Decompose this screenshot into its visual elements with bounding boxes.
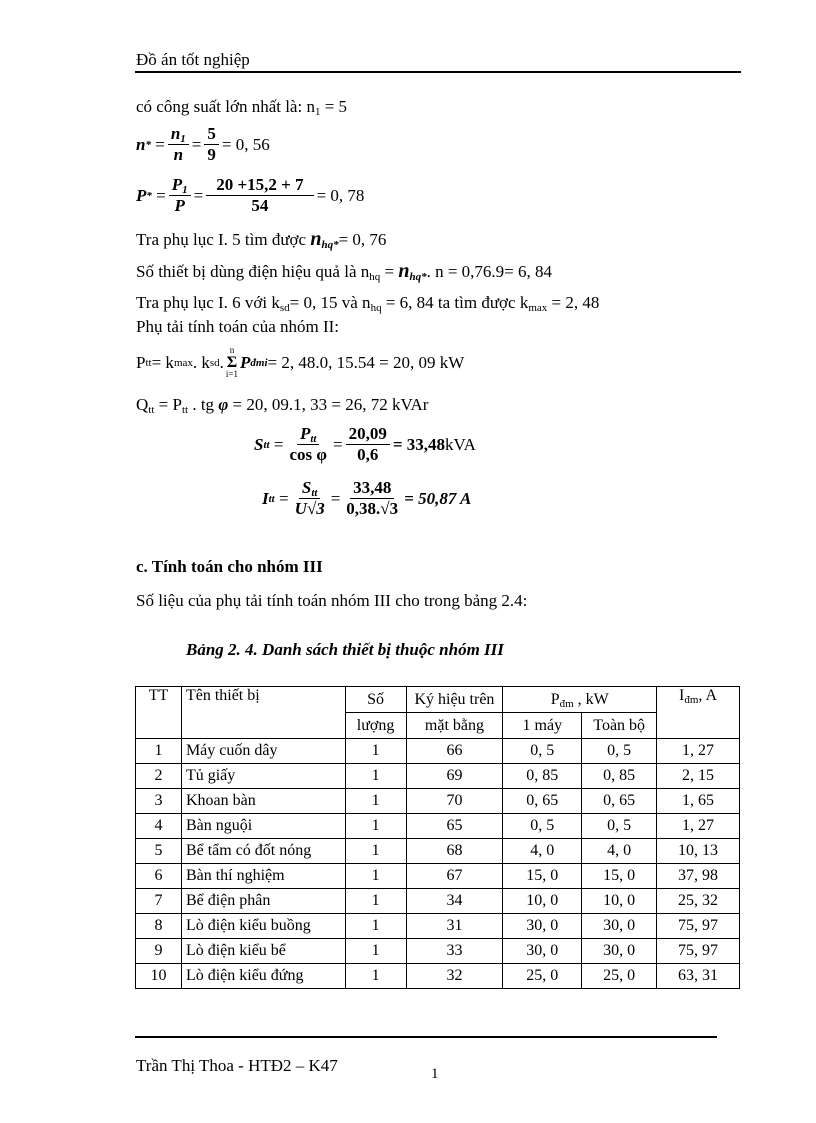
cell-name: Bàn nguội [181,814,345,839]
header-device-name: Tên thiết bị [181,687,345,739]
cell-i: 1, 27 [657,814,740,839]
table-row [136,939,740,964]
text-line-load-group-2: Phụ tải tính toán của nhóm II: [136,317,340,336]
cell-name: Lò điện kiểu buồng [181,914,345,939]
cell-qty: 1 [345,839,406,864]
header-tt: TT [136,687,182,739]
header-rated-power: $P_{đm}$ , kW [503,687,657,713]
cell-pall: 30, 0 [582,939,657,964]
cell-name: Bể điện phân [181,889,345,914]
cell-qty: 1 [345,964,406,989]
table-row [136,839,740,864]
cell-qty: 1 [345,814,406,839]
cell-pall: 0, 5 [582,814,657,839]
cell-pall: 0, 85 [582,764,657,789]
cell-pall: 0, 5 [582,739,657,764]
cell-i: 25, 32 [657,889,740,914]
cell-qty: 1 [345,789,406,814]
table-row [136,789,740,814]
header-power-one: 1 máy [503,713,582,739]
cell-pall: 25, 0 [582,964,657,989]
page-number: 1 [431,1066,439,1082]
cell-pall: 4, 0 [582,839,657,864]
cell-i: 37, 98 [657,864,740,889]
cell-tt: 5 [136,839,182,864]
section-intro: Số liệu của phụ tải tính toán nhóm III cho trong bảng 2.4: [136,591,528,610]
table-caption: Bảng 2. 4. Danh sách thiết bị thuộc nhóm III [186,640,504,659]
cell-tt: 3 [136,789,182,814]
cell-qty: 1 [345,739,406,764]
cell-p1: 10, 0 [503,889,582,914]
cell-tt: 8 [136,914,182,939]
cell-sym: 34 [406,889,503,914]
table-header-row [136,687,740,713]
cell-tt: 4 [136,814,182,839]
formula-n-star: n * = $\frac{n_1}{n}$ = $\frac{5}{9}$ = 0, 56 [136,124,270,164]
cell-p1: 25, 0 [503,964,582,989]
footer-rule [135,1036,717,1038]
cell-i: 1, 27 [657,739,740,764]
cell-i: 63, 31 [657,964,740,989]
page-header-title: Đồ án tốt nghiệp [136,50,250,69]
cell-p1: 15, 0 [503,864,582,889]
cell-sym: 69 [406,764,503,789]
header-rated-current: $I_{đm}$, A [657,687,740,739]
table-row [136,814,740,839]
cell-sym: 65 [406,814,503,839]
cell-sym: 70 [406,789,503,814]
cell-p1: 0, 5 [503,739,582,764]
cell-pall: 15, 0 [582,864,657,889]
cell-qty: 1 [345,864,406,889]
cell-i: 75, 97 [657,939,740,964]
cell-name: Máy cuốn dây [181,739,345,764]
cell-i: 2, 15 [657,764,740,789]
section-heading-group-3: c. Tính toán cho nhóm III [136,557,323,576]
header-power-total: Toàn bộ [582,713,657,739]
cell-tt: 9 [136,939,182,964]
cell-pall: 10, 0 [582,889,657,914]
formula-qtt: $Q_{tt} = P_{tt}$ . tg φ = 20, 09.1, 33 = 26, 72 kVAr [136,395,429,416]
cell-tt: 1 [136,739,182,764]
text-line-nhq: Số thiết bị dùng điện hiệu quả là $n_{hq} = n_{hq*}$. n = 0,76.9= 6, 84 [136,260,553,283]
formula-stt: S tt = $\frac{P_{tt}}{\text{cos φ}}$ = $\frac{20,09}{0,6}$ = 33,48 kVA [254,424,476,464]
header-symbol: Ký hiệu trên [406,687,503,713]
cell-i: 1, 65 [657,789,740,814]
cell-tt: 10 [136,964,182,989]
footer-author: Trần Thị Thoa - HTĐ2 – K47 [136,1056,338,1075]
cell-sym: 66 [406,739,503,764]
cell-name: Tủ giấy [181,764,345,789]
cell-qty: 1 [345,764,406,789]
cell-sym: 32 [406,964,503,989]
cell-sym: 31 [406,914,503,939]
table-row [136,864,740,889]
text-line-max-power: có công suất lớn nhất là: $n_1 = 5$ [136,97,348,118]
cell-p1: 0, 65 [503,789,582,814]
header-quantity: Số [345,687,406,713]
table-row [136,764,740,789]
cell-tt: 6 [136,864,182,889]
cell-sym: 68 [406,839,503,864]
cell-name: Bàn thí nghiệm [181,864,345,889]
cell-tt: 7 [136,889,182,914]
formula-p-star: P * = $\frac{P_1}{P}$ = $\frac{20 +15,2 + 7}{54}$ = 0, 78 [136,175,365,215]
cell-pall: 30, 0 [582,914,657,939]
formula-ptt: P tt = k max . k sd . n Σ i=1 P đmi = 2, 48.0, 15.54 = 20, 09 kW [136,345,465,379]
cell-name: Lò điện kiểu bể [181,939,345,964]
cell-p1: 30, 0 [503,939,582,964]
text-line-lookup-1: Tra phụ lục I. 5 tìm được $n_{hq*}= 0$, 76 [136,228,387,251]
cell-qty: 1 [345,889,406,914]
cell-p1: 4, 0 [503,839,582,864]
table-row [136,739,740,764]
header-symbol-2: mặt bằng [406,713,503,739]
text-line-lookup-2: Tra phụ lục I. 6 với $k_{sd}= 0$, 15 và $n_{hq} = 6$, 84 ta tìm được $k_{max} = 2$, 48 [136,293,600,314]
cell-sym: 67 [406,864,503,889]
cell-p1: 30, 0 [503,914,582,939]
cell-name: Khoan bàn [181,789,345,814]
cell-p1: 0, 85 [503,764,582,789]
cell-pall: 0, 65 [582,789,657,814]
table-row [136,914,740,939]
formula-itt: I tt = $\frac{S_{tt}}{U√3}$ = $\frac{33,48}{0,38.√3}$ = 50,87 A [262,478,472,518]
cell-qty: 1 [345,914,406,939]
cell-sym: 33 [406,939,503,964]
cell-qty: 1 [345,939,406,964]
cell-tt: 2 [136,764,182,789]
cell-p1: 0, 5 [503,814,582,839]
cell-name: Lò điện kiểu đứng [181,964,345,989]
header-quantity-2: lượng [345,713,406,739]
table-row [136,889,740,914]
device-table [135,686,740,989]
header-rule [135,71,741,73]
table-row [136,964,740,989]
cell-name: Bể tẩm có đốt nóng [181,839,345,864]
cell-i: 10, 13 [657,839,740,864]
cell-i: 75, 97 [657,914,740,939]
